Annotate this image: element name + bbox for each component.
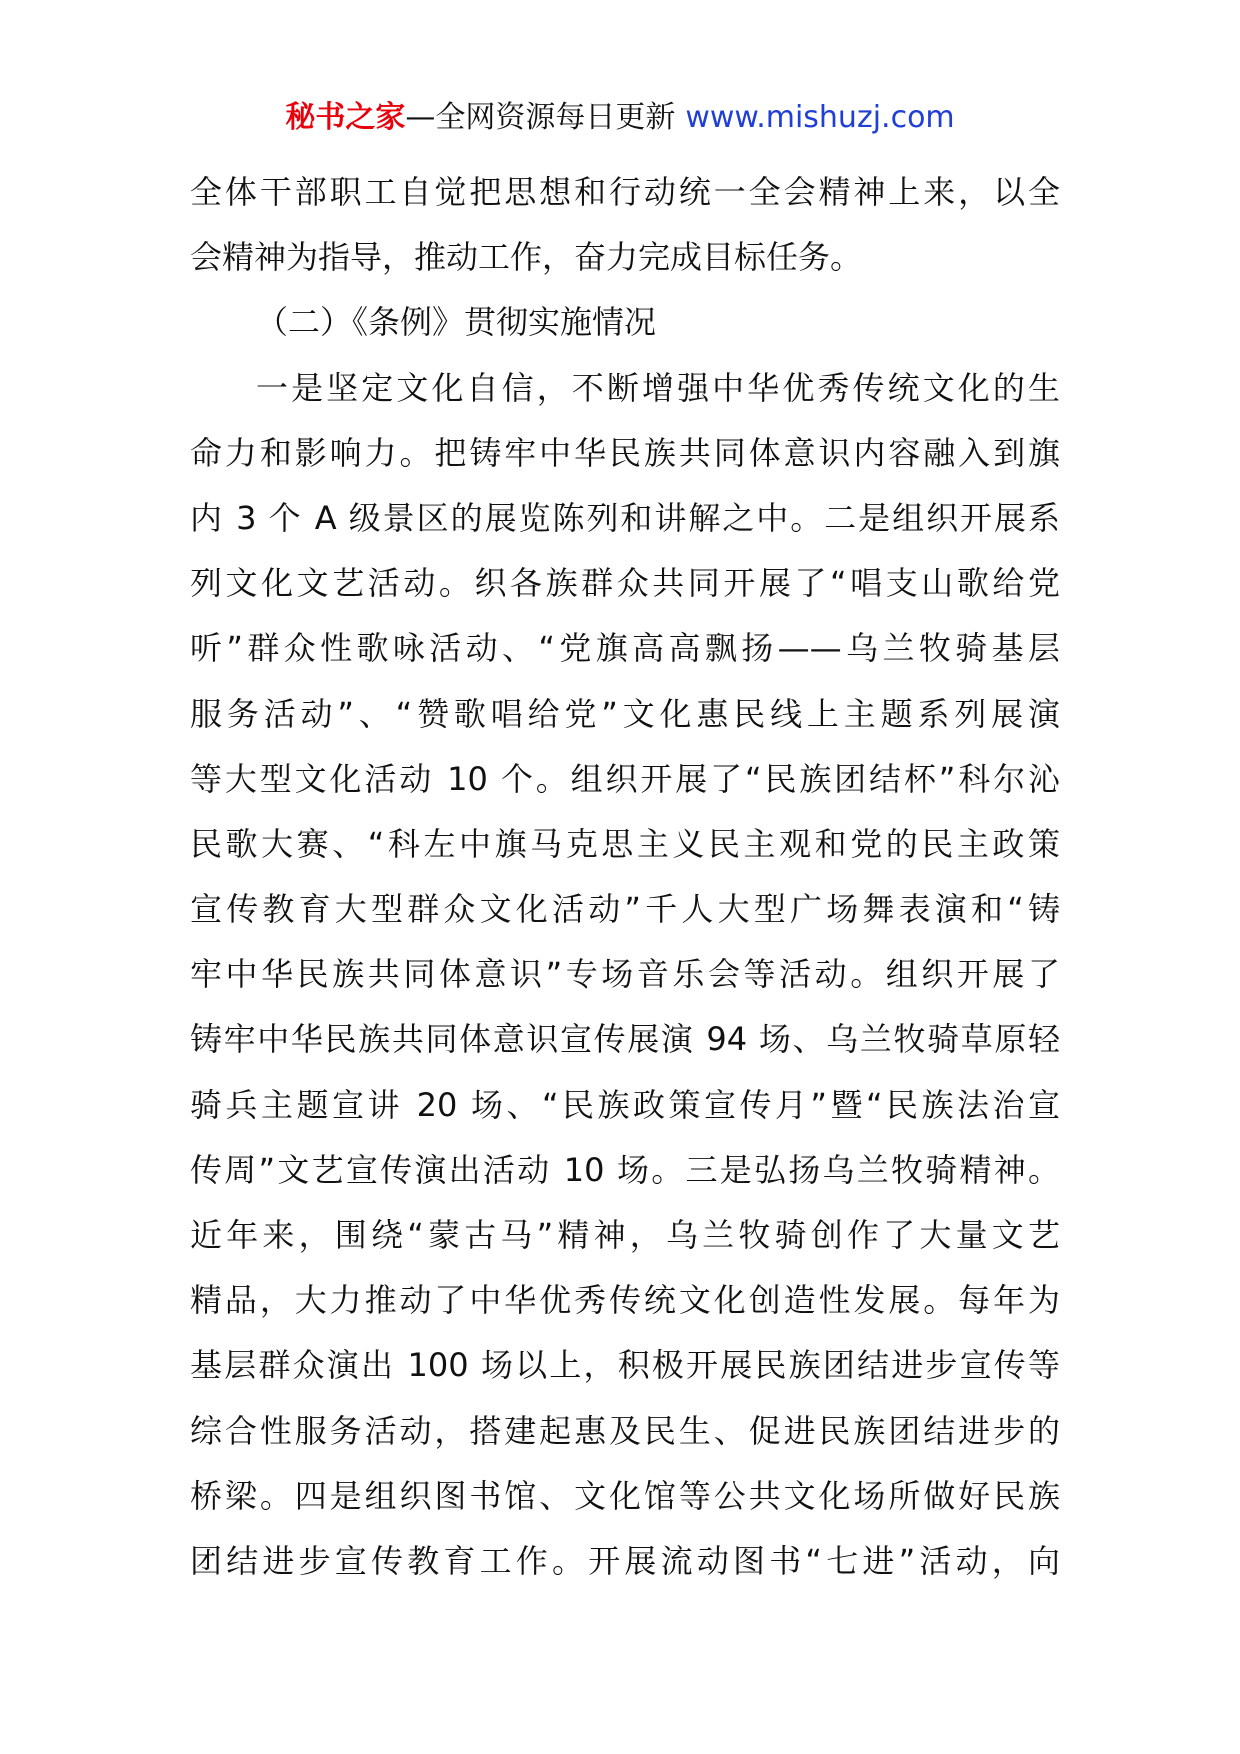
text-line: 听”群众性歌咏活动、“党旗高高飘扬——乌兰牧骑基层 — [190, 629, 1060, 668]
text-line: 精品，大力推动了中华优秀传统文化创造性发展。每年为 — [190, 1281, 1060, 1320]
text-line: 全体干部职工自觉把思想和行动统一全会精神上来，以全 — [190, 173, 1060, 211]
text-line: 铸牢中华民族共同体意识宣传展演 94 场、乌兰牧骑草原轻 — [190, 1020, 1060, 1059]
text-line: 传周”文艺宣传演出活动 10 场。三是弘扬乌兰牧骑精神。 — [190, 1150, 1060, 1189]
text-line: 近年来，围绕“蒙古马”精神，乌兰牧骑创作了大量文艺 — [190, 1216, 1060, 1254]
text-line: 牢中华民族共同体意识”专场音乐会等活动。组织开展了 — [190, 955, 1060, 994]
document-body — [190, 160, 1060, 1594]
text-line: 综合性服务活动，搭建起惠及民生、促进民族团结进步的 — [190, 1411, 1060, 1450]
header-tagline: —全网资源每日更新 — [405, 100, 676, 135]
text-line: 基层群众演出 100 场以上，积极开展民族团结进步宣传等 — [190, 1346, 1060, 1385]
text-line: 民歌大赛、“科左中旗马克思主义民主观和党的民主政策 — [190, 824, 1060, 863]
text-line: 命力和影响力。把铸牢中华民族共同体意识内容融入到旗 — [190, 433, 1060, 472]
text-line: 会精神为指导，推动工作，奋力完成目标任务。 — [190, 238, 863, 277]
text-line: 宣传教育大型群众文化活动”千人大型广场舞表演和“铸 — [190, 890, 1060, 929]
text-line: 等大型文化活动 10 个。组织开展了“民族团结杯”科尔沁 — [190, 759, 1060, 798]
text-line: 内 3 个 A 级景区的展览陈列和讲解之中。二是组织开展系 — [190, 498, 1060, 537]
text-line: 团结进步宣传教育工作。开展流动图书“七进”活动，向 — [190, 1541, 1060, 1580]
site-header — [0, 98, 1240, 138]
header-brand: 秘书之家 — [285, 100, 406, 135]
text-line: 一是坚定文化自信，不断增强中华优秀传统文化的生 — [256, 368, 1060, 407]
header-url-link[interactable]: www.mishuzj.com — [685, 100, 955, 135]
section-heading: （二）《条例》贯彻实施情况 — [256, 303, 657, 342]
text-line: 列文化文艺活动。织各族群众共同开展了“唱支山歌给党 — [190, 564, 1060, 603]
text-line: 骑兵主题宣讲 20 场、“民族政策宣传月”暨“民族法治宣 — [190, 1085, 1060, 1124]
text-line: 服务活动”、“赞歌唱给党”文化惠民线上主题系列展演 — [190, 694, 1060, 733]
text-line: 桥梁。四是组织图书馆、文化馆等公共文化场所做好民族 — [190, 1476, 1060, 1515]
